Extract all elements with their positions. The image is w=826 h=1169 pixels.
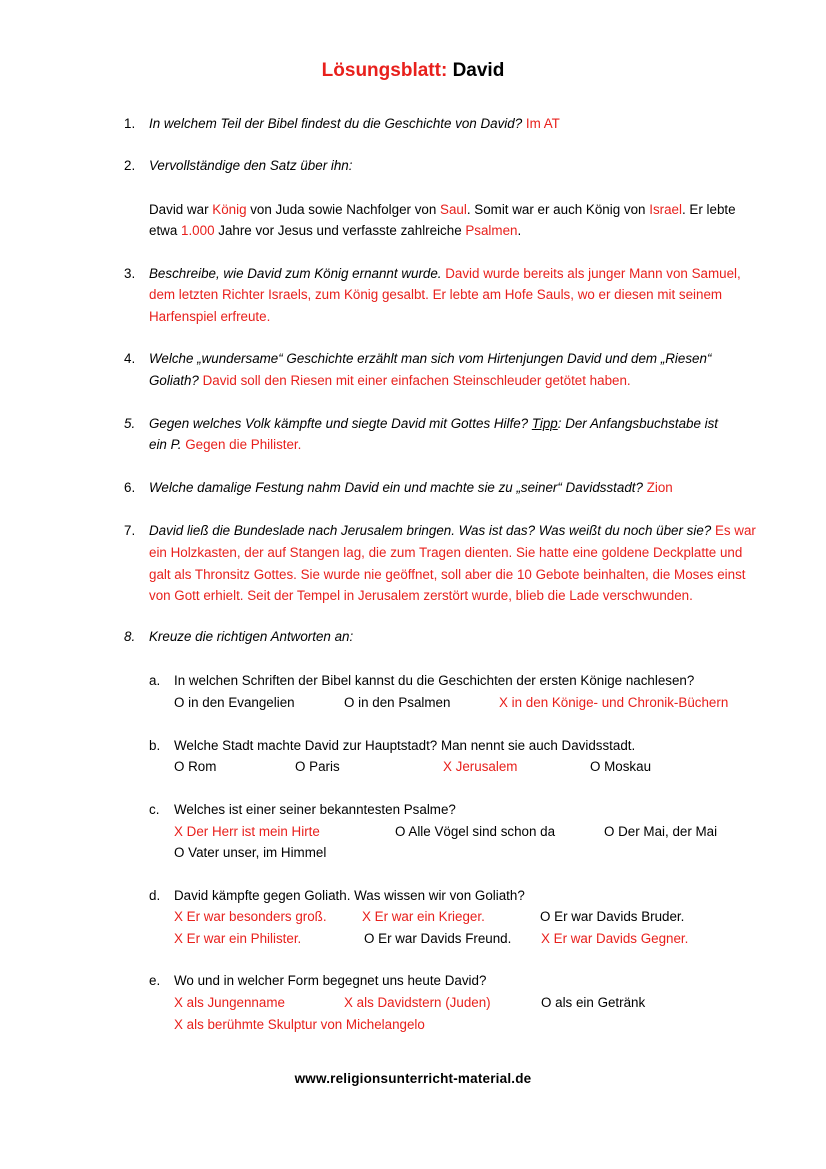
- question-number: 3.: [124, 266, 136, 281]
- question-number: 6.: [124, 480, 136, 495]
- sub-letter: e.: [149, 973, 161, 988]
- question-8e: Wo und in welcher Form begegnet uns heute David?: [174, 973, 487, 988]
- answer-3-line-2: dem letzten Richter Israels, zum König gesalbt. Er lebte am Hofe Sauls, wo er diesen mit seinem: [149, 287, 723, 302]
- question-4: Welche „wundersame“ Geschichte erzählt man sich vom Hirtenjungen David und dem „Riesen“: [149, 351, 712, 366]
- question-2: Vervollständige den Satz über ihn:: [149, 158, 353, 173]
- question-number: 1.: [124, 116, 136, 131]
- footer-website: www.religionsunterricht-material.de: [294, 1071, 532, 1086]
- question-number: 4.: [124, 351, 136, 366]
- option-correct: X als Jungenname: [174, 995, 285, 1010]
- question-8a: In welchen Schriften der Bibel kannst du die Geschichten der ersten Könige nachlesen?: [174, 673, 695, 688]
- answer-5: Gegen die Philister.: [185, 437, 302, 452]
- question-8d: David kämpfte gegen Goliath. Was wissen wir von Goliath?: [174, 888, 525, 903]
- option: O als ein Getränk: [541, 995, 646, 1010]
- option: O Moskau: [590, 759, 652, 774]
- option: O Alle Vögel sind schon da: [395, 824, 556, 839]
- sub-letter: a.: [149, 673, 161, 688]
- question-8: Kreuze die richtigen Antworten an:: [149, 629, 354, 644]
- option-correct: X als berühmte Skulptur von Michelangelo: [174, 1017, 425, 1032]
- sub-letter: d.: [149, 888, 161, 903]
- option: O in den Evangelien: [174, 695, 295, 710]
- option: O Er war Davids Freund.: [364, 931, 512, 946]
- option: O in den Psalmen: [344, 695, 451, 710]
- option-correct: X Der Herr ist mein Hirte: [174, 824, 320, 839]
- option: O Vater unser, im Himmel: [174, 845, 327, 860]
- option-correct: X in den Könige- und Chronik-Büchern: [499, 695, 729, 710]
- question-number: 2.: [124, 158, 136, 173]
- question-4-line-2: Goliath? David soll den Riesen mit einer einfachen Steinschleuder getötet haben.: [149, 373, 631, 388]
- option-correct: X Er war ein Philister.: [174, 931, 302, 946]
- question-number: 7.: [124, 523, 136, 538]
- answer-2-line-1: David war König von Juda sowie Nachfolger von Saul. Somit war er auch König von Israel. Er lebte: [149, 202, 736, 217]
- option: O Rom: [174, 759, 217, 774]
- question-8b: Welche Stadt machte David zur Hauptstadt? Man nennt sie auch Davidsstadt.: [174, 738, 636, 753]
- answer-7-line-3: galt als Thronsitz Gottes. Sie wurde nie geöffnet, soll aber die 10 Gebote beinhalten, die Moses einst: [149, 567, 746, 582]
- answer-6: Zion: [642, 480, 673, 495]
- answer-4: David soll den Riesen mit einer einfachen Steinschleuder getötet haben.: [202, 373, 631, 388]
- answer-7-line-4: von Gott erhielt. Seit der Tempel in Jerusalem zerstört wurde, blieb die Lade verschwunden.: [149, 588, 693, 603]
- question-1: In welchem Teil der Bibel findest du die Geschichte von David? Im AT: [149, 116, 560, 131]
- answer-2-line-2: etwa 1.000 Jahre vor Jesus und verfasste zahlreiche Psalmen.: [149, 223, 522, 238]
- answer-7-line-2: ein Holzkasten, der auf Stangen lag, die zum Tragen dienten. Sie hatte eine goldene Deckplatte und: [149, 545, 743, 560]
- question-number: 5.: [124, 416, 136, 431]
- question-6: Welche damalige Festung nahm David ein und machte sie zu „seiner“ Davidsstadt? Zion: [149, 480, 673, 495]
- option-correct: X Er war Davids Gegner.: [541, 931, 689, 946]
- answer-3-line-3: Harfenspiel erfreute.: [149, 309, 271, 324]
- question-7: David ließ die Bundeslade nach Jerusalem bringen. Was ist das? Was weißt du noch über sie? Es war: [149, 523, 756, 538]
- question-5-line-2: ein P. Gegen die Philister.: [149, 437, 302, 452]
- question-3: Beschreibe, wie David zum König ernannt wurde. David wurde bereits als junger Mann von Samuel,: [149, 266, 741, 281]
- sub-letter: b.: [149, 738, 161, 753]
- option-correct: X Jerusalem: [443, 759, 518, 774]
- question-8c: Welches ist einer seiner bekanntesten Psalme?: [174, 802, 456, 817]
- option-correct: X als Davidstern (Juden): [344, 995, 491, 1010]
- question-5: Gegen welches Volk kämpfte und siegte David mit Gottes Hilfe? Tipp: Der Anfangsbuchstabe ist: [149, 416, 719, 431]
- option: O Er war Davids Bruder.: [540, 909, 685, 924]
- option: O Der Mai, der Mai: [604, 824, 718, 839]
- question-number: 8.: [124, 629, 136, 644]
- option-correct: X Er war ein Krieger.: [362, 909, 485, 924]
- option: O Paris: [295, 759, 340, 774]
- option-correct: X Er war besonders groß.: [174, 909, 327, 924]
- page-title: Lösungsblatt: David: [321, 60, 505, 81]
- answer-1: Im AT: [522, 116, 560, 131]
- sub-letter: c.: [149, 802, 160, 817]
